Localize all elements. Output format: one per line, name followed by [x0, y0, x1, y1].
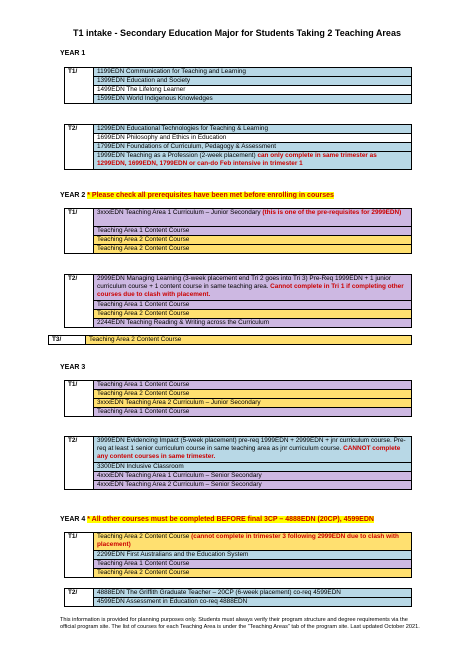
course-row: 1199EDN Communication for Teaching and Learning: [94, 68, 412, 77]
course-row: Teaching Area 1 Content Course: [94, 408, 412, 417]
course-row: Teaching Area 2 Content Course (cannot complete in trimester 3 following 2999EDN due to clash with placement): [94, 533, 412, 551]
course-row: Teaching Area 2 Content Course: [94, 245, 412, 254]
course-note: Cannot complete in Tri 1 if completing other courses due to clash with placement.: [97, 283, 404, 298]
course-note: CANNOT complete any content courses in same trimester.: [97, 445, 401, 460]
course-row: Teaching Area 2 Content Course: [94, 310, 412, 319]
year2-tri2-table: [64, 274, 412, 328]
course-row: 4888EDN The Griffith Graduate Teacher – 20CP (6-week placement) co-req 4599EDN: [94, 589, 412, 598]
course-row: 1399EDN Education and Society: [94, 77, 412, 86]
course-row: Teaching Area 2 Content Course: [94, 390, 412, 399]
course-row: Teaching Area 1 Content Course: [94, 381, 412, 390]
course-row: 4xxxEDN Teaching Area 1 Curriculum – Senior Secondary: [94, 472, 412, 481]
course-row: 4599EDN Assessment in Education co-req 4888EDN: [94, 598, 412, 607]
year-label: YEAR 2: [60, 192, 86, 199]
year-label: YEAR 3: [60, 364, 86, 371]
year-1-heading: [60, 49, 85, 58]
year1-tri2-table: [64, 124, 412, 170]
page-title: T1 intake - Secondary Education Major for Students Taking 2 Teaching Areas: [73, 28, 401, 38]
year-note: * All other courses must be completed BEFORE final 3CP – 4888EDN (20CP), 4599EDN: [87, 516, 374, 523]
course-row: 3xxxEDN Teaching Area 1 Curriculum – Junior Secondary (this is one of the pre-requisites for 2999EDN): [94, 209, 412, 227]
disclaimer-footer: This information is provided for planning purposes only. Students must always verify their program structure and degree requirements via the official program site. The list of courses for each Teaching Area is under the “Teaching Areas” tab of the program site. Last updated October 2021.: [60, 617, 420, 630]
trimester-label: T1/: [65, 381, 94, 417]
year-4-heading: [60, 515, 374, 524]
trimester-label: T2/: [65, 589, 94, 607]
year4-tri1-table: [64, 532, 412, 578]
course-note: (cannot complete in trimester 3 following 2999EDN due to clash with placement): [97, 533, 399, 548]
course-row: 2999EDN Managing Learning (3-week placement end Tri 2 goes into Tri 3) Pre-Req 1999EDN + 1 junior curriculum course + 1 content course in same teaching area. Cannot complete in Tri 1 if completing other courses due to clash with placement.: [94, 275, 412, 301]
year1-tri1-table: [64, 67, 412, 104]
course-row: Teaching Area 2 Content Course: [86, 336, 412, 345]
year3-tri1-table: [64, 380, 412, 417]
year2-tri1-table: [64, 208, 412, 254]
course-row: 1999EDN Teaching as a Profession (2-week placement) can only complete in same trimester as 1299EDN, 1699EDN, 1799EDN or can-do Feb intensive in trimester 1: [94, 152, 412, 170]
course-row: 4xxxEDN Teaching Area 2 Curriculum – Senior Secondary: [94, 481, 412, 490]
trimester-label: T1/: [65, 209, 94, 254]
year-label: YEAR 4: [60, 516, 86, 523]
course-row: 2244EDN Teaching Reading & Writing across the Curriculum: [94, 319, 412, 328]
trimester-label: T2/: [65, 125, 94, 170]
course-row: 1599EDN World Indigenous Knowledges: [94, 95, 412, 104]
course-row: 3xxxEDN Teaching Area 2 Curriculum – Junior Secondary: [94, 399, 412, 408]
course-row: 1799EDN Foundations of Curriculum, Pedagogy & Assessment: [94, 143, 412, 152]
course-note: can only complete in same trimester as 1299EDN, 1699EDN, 1799EDN or can-do Feb intensive in trimester 1: [97, 152, 377, 167]
course-row: Teaching Area 2 Content Course: [94, 569, 412, 578]
trimester-label: T1/: [65, 533, 94, 578]
year-3-heading: [60, 363, 85, 372]
course-row: 3300EDN Inclusive Classroom: [94, 463, 412, 472]
trimester-label: T2/: [65, 437, 94, 490]
year3-tri2-table: [64, 436, 412, 490]
trimester-label: T3/: [49, 336, 86, 345]
course-row: Teaching Area 1 Content Course: [94, 301, 412, 310]
year2-tri3-table: [48, 335, 412, 345]
trimester-label: T1/: [65, 68, 94, 104]
course-row: Teaching Area 1 Content Course: [94, 560, 412, 569]
course-row: 1699EDN Philosophy and Ethics in Education: [94, 134, 412, 143]
course-row: Teaching Area 1 Content Course: [94, 227, 412, 236]
course-note: (this is one of the pre-requisites for 2999EDN): [262, 209, 402, 216]
year-note: * Please check all prerequisites have been met before enrolling in courses: [87, 192, 334, 199]
course-row: 2299EDN First Australians and the Education System: [94, 551, 412, 560]
course-row: 1499EDN The Lifelong Learner: [94, 86, 412, 95]
trimester-label: T2/: [65, 275, 94, 328]
course-row: 3999EDN Evidencing Impact (5-week placement) pre-req 1999EDN + 2999EDN + jnr curriculum course. Pre-req at least 1 senior curriculum course in same teaching area as jnr curriculum course. CANNOT complete any content courses in same trimester.: [94, 437, 412, 463]
course-row: Teaching Area 2 Content Course: [94, 236, 412, 245]
year-label: YEAR 1: [60, 50, 86, 57]
year4-tri2-table: [64, 588, 412, 607]
year-2-heading: [60, 191, 334, 200]
course-row: 1299EDN Educational Technologies for Teaching & Learning: [94, 125, 412, 134]
